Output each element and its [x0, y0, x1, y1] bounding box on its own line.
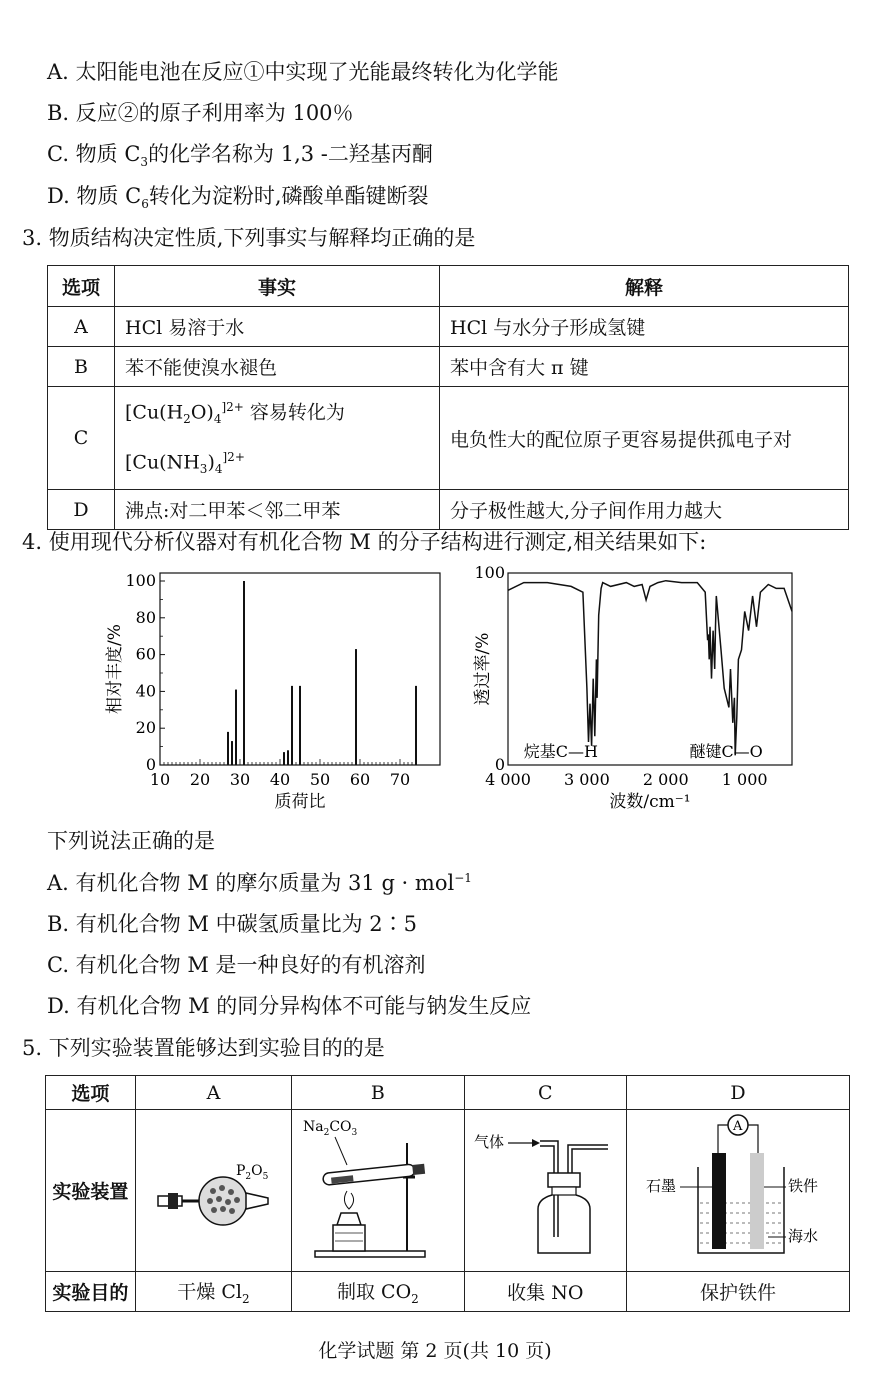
q5-row-goal-label: 实验目的: [46, 1272, 136, 1312]
q5-header-b: B: [292, 1076, 464, 1110]
svg-text:铁件: 铁件: [788, 1177, 819, 1195]
q5-goal-b: 制取 $CO_2$: [292, 1272, 464, 1312]
q5-header-row: [46, 1076, 850, 1110]
y-tick-label: 60: [135, 644, 156, 664]
y-tick-label: 100: [474, 565, 505, 582]
device-b: [292, 1110, 464, 1272]
q5-goal-a: 干燥 $Cl_2$: [135, 1272, 292, 1312]
x-tick-label: 60: [349, 770, 371, 789]
table-row: [48, 490, 849, 530]
x-tick-label: 4 000: [485, 770, 531, 789]
x-tick-label: 50: [309, 770, 331, 789]
q3-stem: 3. 物质结构决定性质,下列事实与解释均正确的是: [22, 226, 476, 250]
annotation-ch: 烷基C—H: [523, 742, 598, 761]
svg-text:海水: 海水: [788, 1227, 819, 1245]
q3-opt: B: [48, 347, 115, 387]
q5-header-a: A: [135, 1076, 292, 1110]
x-axis-label: 质荷比: [274, 792, 326, 812]
device-d: [627, 1110, 850, 1272]
electrochemical-cell-diagram: [628, 1113, 848, 1263]
x-tick-label: 30: [229, 770, 251, 789]
table-row: [48, 347, 849, 387]
q3-reason: 电负性大的配位原子更容易提供孤电子对: [440, 387, 849, 490]
q4-option-d: D. 有机化合物 M 的同分异构体不可能与钠发生反应: [47, 994, 532, 1018]
q3-fact: 苯不能使溴水褪色: [115, 347, 440, 387]
q2-option-d: D. 物质 $C_6$转化为淀粉时,磷酸单酯键断裂: [47, 184, 429, 212]
y-tick-label: 100: [125, 571, 156, 590]
q3-opt: C: [48, 387, 115, 490]
q3-fact: HCl 易溶于水: [115, 307, 440, 347]
q2-option-c: C. 物质 $C_3$的化学名称为 1,3 -二羟基丙酮: [47, 142, 433, 170]
q3-fact: 沸点:对二甲苯＜邻二甲苯: [115, 490, 440, 530]
y-tick-label: 0: [145, 755, 156, 774]
q3-opt: D: [48, 490, 115, 530]
y-tick-label: 80: [135, 607, 156, 627]
y-tick-label: 0: [494, 755, 505, 774]
table-row: [46, 1272, 850, 1312]
mass-spectrum-chart: [100, 565, 470, 815]
q5-header-option: 选项: [46, 1076, 136, 1110]
svg-text:P2O5: $P_2O_5$: [236, 1163, 269, 1182]
q3-opt: A: [48, 307, 115, 347]
device-c: [464, 1110, 626, 1272]
q5-row-device-label: 实验装置: [46, 1110, 136, 1272]
table-row: [46, 1110, 850, 1272]
q4-option-c: C. 有机化合物 M 是一种良好的有机溶剂: [47, 953, 426, 977]
q5-header-d: D: [627, 1076, 850, 1110]
device-a: [135, 1110, 292, 1272]
q3-reason: HCl 与水分子形成氢键: [440, 307, 849, 347]
q3-fact: [$Cu(H_2O)_4^{]2+}$ 容易转化为 [$Cu(NH_3)_4^{]2+}$: [115, 387, 440, 490]
x-axis-label: 波数/cm⁻¹: [609, 792, 691, 812]
q3-header-reason: 解释: [440, 266, 849, 307]
q2-option-a: A. 太阳能电池在反应①中实现了光能最终转化为化学能: [47, 60, 559, 84]
q3-header-fact: 事实: [115, 266, 440, 307]
plot-frame: [508, 573, 792, 765]
q3-reason: 分子极性越大,分子间作用力越大: [440, 490, 849, 530]
svg-text:气体: 气体: [473, 1133, 504, 1151]
svg-text:A: A: [733, 1119, 743, 1134]
q3-header-row: [48, 266, 849, 307]
y-tick-label: 20: [135, 718, 156, 738]
q3-header-option: 选项: [48, 266, 115, 307]
q5-goal-d: 保护铁件: [627, 1272, 850, 1312]
x-tick-label: 10: [149, 770, 171, 789]
gas-collection-bottle-diagram: [468, 1113, 623, 1263]
svg-text:Na2CO3: $Na_2CO_3$: [303, 1119, 358, 1138]
x-tick-label: 2 000: [642, 770, 689, 789]
transmittance-line: [508, 581, 792, 756]
q5-header-c: C: [464, 1076, 626, 1110]
x-tick-label: 1 000: [721, 770, 768, 789]
x-tick-label: 40: [269, 770, 291, 789]
q3-table: [47, 265, 849, 530]
ir-spectrum-chart: [470, 565, 810, 815]
q4-option-a: A. 有机化合物 M 的摩尔质量为 31 g · mol$^{-1}$: [47, 871, 472, 895]
annotation-co: 醚键C—O: [689, 742, 763, 761]
q2-option-b: B. 反应②的原子利用率为 100％: [47, 101, 354, 125]
q4-option-b: B. 有机化合物 M 中碳氢质量比为 2∶5: [47, 912, 418, 936]
q4-stem: 4. 使用现代分析仪器对有机化合物 M 的分子结构进行测定,相关结果如下:: [22, 530, 707, 554]
q5-goal-c: 收集 NO: [464, 1272, 626, 1312]
q5-table: [45, 1075, 850, 1312]
heating-apparatus-diagram: [295, 1113, 460, 1263]
table-row: [48, 307, 849, 347]
table-row: [48, 387, 849, 490]
x-tick-label: 20: [189, 770, 211, 789]
x-tick-label: 70: [389, 770, 411, 789]
y-axis-label: 透过率/%: [473, 632, 493, 706]
q4-question: 下列说法正确的是: [47, 829, 215, 853]
y-axis-label: 相对丰度/%: [105, 624, 125, 714]
drying-tube-diagram: [138, 1113, 288, 1263]
x-tick-label: 3 000: [563, 770, 610, 789]
q5-stem: 5. 下列实验装置能够达到实验目的的是: [22, 1036, 385, 1060]
page-footer: 化学试题 第 2 页(共 10 页): [318, 1340, 552, 1362]
y-tick-label: 40: [135, 681, 156, 701]
q3-reason: 苯中含有大 π 键: [440, 347, 849, 387]
svg-text:石墨: 石墨: [646, 1177, 677, 1195]
